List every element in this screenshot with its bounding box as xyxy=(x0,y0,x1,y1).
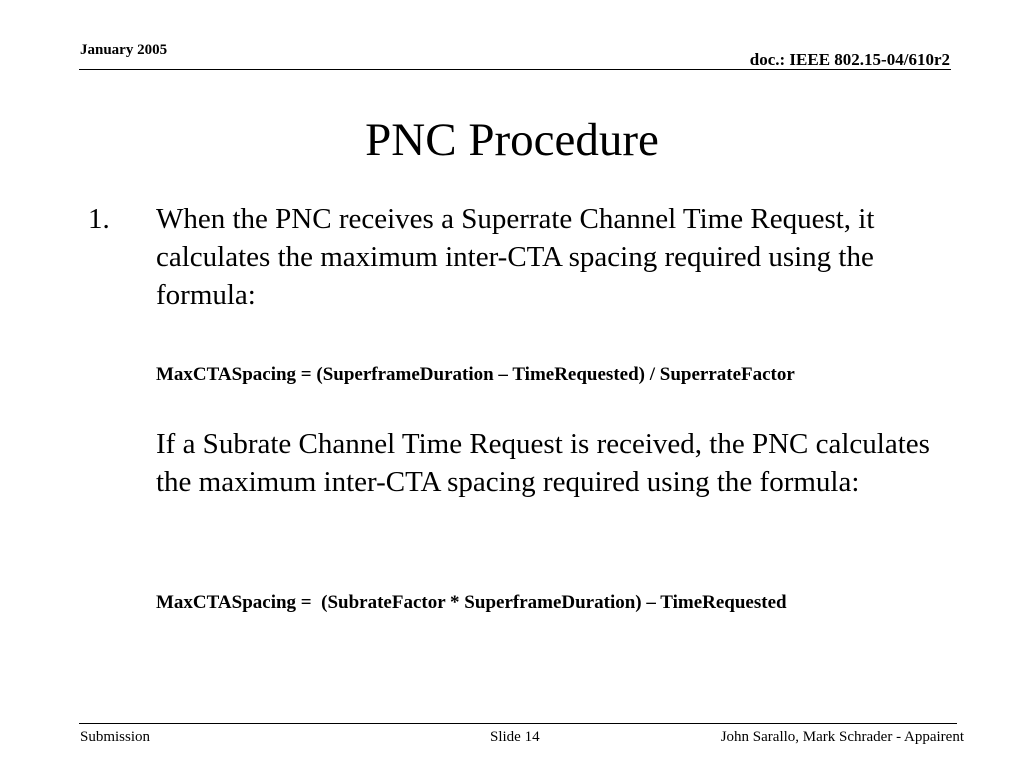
formula-subrate: MaxCTASpacing = (SubrateFactor * SuperframeDuration) – TimeRequested xyxy=(156,592,787,613)
paragraph-superrate: When the PNC receives a Superrate Channel Time Request, it calculates the maximum inter-CTA spacing required using the formula: xyxy=(156,203,875,311)
footer-slide-number: Slide 14 xyxy=(490,729,540,745)
header-divider xyxy=(79,69,951,70)
header-date: January 2005 xyxy=(80,42,168,58)
header-doc-id: doc.: IEEE 802.15-04/610r2 xyxy=(749,50,950,69)
footer-divider xyxy=(79,723,957,724)
slide-title: PNC Procedure xyxy=(365,114,659,166)
paragraph-subrate: If a Subrate Channel Time Request is received, the PNC calculates the maximum inter-CTA spacing required using the formula: xyxy=(156,428,930,498)
footer-submission: Submission xyxy=(80,729,151,745)
footer-authors: John Sarallo, Mark Schrader - Appairent xyxy=(720,729,964,745)
formula-superrate: MaxCTASpacing = (SuperframeDuration – TimeRequested) / SuperrateFactor xyxy=(156,364,795,385)
list-item-number: 1. xyxy=(88,203,110,235)
